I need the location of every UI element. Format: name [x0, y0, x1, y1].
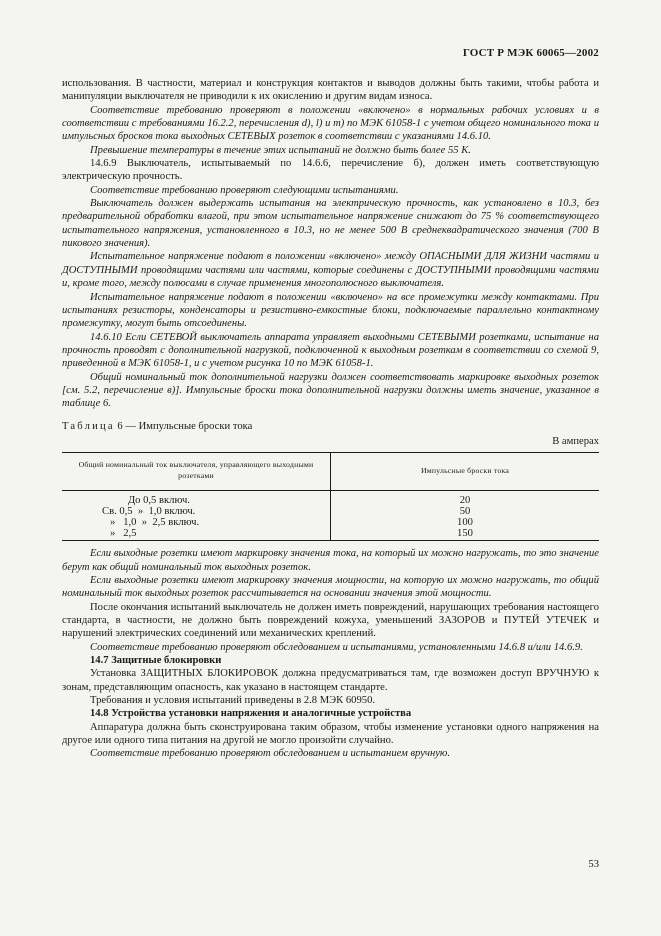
paragraph: После окончания испытаний выключатель не должен иметь повреждений, нарушающих требования настоящего стандарта, в частности, не должно быть повреждений кожуха, уменьшений ЗАЗОРОВ и ПУТЕЙ УТЕЧЕК и нарушений электрических соединений или механических креплений.: [62, 601, 599, 640]
paragraph: Общий номинальный ток дополнительной нагрузки должен соответствовать маркировке выходных розеток [см. 5.2, перечисление в)]. Импульсные броски тока дополнительной нагрузки должны иметь значение, указанное в таблице 6.: [62, 371, 599, 410]
paragraph: Выключатель должен выдержать испытания на электрическую прочность, как установлено в 10.3, без предварительной обработки влагой, при этом испытательное напряжение снижают до 75 % соответствующего испытательного напряжения, установленного в 10.3, но не менее 500 В среднеквадратического значения (700 В пикового значения).: [62, 198, 599, 250]
paragraph: Соответствие требованию проверяют в положении «включено» в нормальных рабочих условиях и в соответствии с требованиями 16.2.2, перечисления d), l) и m) по МЭК 61058-1 с учетом общего номинального тока и импульсных бросков тока выходных СЕТЕВЫХ розеток в соответствии с указаниями 14.6.10.: [62, 104, 599, 143]
column-header-surge: Импульсные броски тока: [331, 453, 600, 491]
table-header-row: [62, 453, 599, 491]
paragraph: Испытательное напряжение подают в положении «включено» на все промежутки между контактами. При испытаниях резисторы, конденсаторы и резистивно-емкостные блоки, подключаемые параллельно контактному промежутку, могут быть отсоединены.: [62, 291, 599, 330]
table-cell-surge: 100: [457, 517, 473, 529]
table-cell-surge: 20: [459, 495, 471, 507]
paragraph: Аппаратура должна быть сконструирована таким образом, чтобы изменение установки одного напряжения на другое или одного типа питания на другой не могло произойти случайно.: [62, 721, 599, 747]
paragraph: Превышение температуры в течение этих испытаний не должно быть более 55 К.: [90, 144, 471, 156]
paragraph: Если выходные розетки имеют маркировку значения тока, на который их можно нагружать, то это значение берут как общий номинальный ток выходных розеток.: [62, 548, 599, 573]
table-units: В амперах: [552, 435, 599, 447]
table-caption-title: 6 — Импульсные броски тока: [114, 420, 253, 432]
paragraph: Если выходные розетки имеют маркировку значения мощности, на которую их можно нагружать, то общий номинальный ток выходных розеток рассчитывается на основании значения этой мощности.: [62, 574, 599, 600]
page-number: 53: [588, 859, 599, 870]
table-cell-current: » 1,0 » 2,5 включ.: [62, 517, 331, 528]
paragraph: Соответствие требованию проверяют обследованием и испытаниями, установленными 14.6.8 и/или 14.6.9.: [90, 641, 583, 653]
table-row: [62, 517, 599, 528]
table-cell-current: » 2,5: [62, 528, 331, 541]
paragraph: Требования и условия испытаний приведены в 2.8 МЭК 60950.: [90, 695, 376, 707]
table-caption: [62, 420, 599, 433]
paragraph: 14.6.10 Если СЕТЕВОЙ выключатель аппарата управляет выходными СЕТЕВЫМИ розетками, испытание на прочность проводят с дополнительной нагрузкой, подключенной к выходным розеткам в соответствии со схемой 9, приведенной в МЭК 61058-1, и с учетом рисунка 10 по МЭК 61058-1.: [62, 331, 599, 370]
table-row: [62, 506, 599, 517]
paragraph: 14.6.9 Выключатель, испытываемый по 14.6.6, перечисление б), должен иметь соответствующую электрическую прочность.: [62, 158, 599, 183]
table-row: [62, 491, 599, 507]
section-heading: 14.7 Защитные блокировки: [90, 655, 222, 667]
paragraph: Установка ЗАЩИТНЫХ БЛОКИРОВОК должна предусматриваться там, где возможен доступ ВРУЧНУЮ к зонам, представляющим опасность, как указано в настоящем стандарте.: [62, 668, 599, 693]
paragraph: Испытательное напряжение подают в положении «включено» между ОПАСНЫМИ ДЛЯ ЖИЗНИ частями и ДОСТУПНЫМИ проводящими частями или частями, которые соединены с ДОСТУПНЫМИ проводящими частями и, кроме того, между полюсами в случае применения многополюсного выключателя.: [62, 251, 599, 290]
post-table-text: [62, 547, 599, 761]
paragraph: использования. В частности, материал и конструкция контактов и выводов должны быть такими, чтобы работа и манипуляции выключателя не приводили к их окислению и другим видам износа.: [62, 78, 599, 103]
column-header-rated-current: Общий номинальный ток выключателя, управляющего выходными розетками: [62, 453, 331, 491]
table-row: [62, 528, 599, 541]
table-cell-surge: 150: [331, 528, 600, 541]
table-cell-current: Св. 0,5 » 1,0 включ.: [62, 506, 331, 517]
table-caption-label: Таблица: [62, 420, 115, 432]
paragraph: Соответствие требованию проверяют обследованием и испытанием вручную.: [90, 748, 451, 760]
paragraph: Соответствие требованию проверяют следующими испытаниями.: [90, 184, 399, 196]
table-cell-current: До 0,5 включ.: [62, 491, 331, 507]
section-heading: 14.8 Устройства установки напряжения и аналогичные устройства: [90, 708, 412, 720]
table-cell-surge: 50: [459, 506, 471, 518]
page-header: ГОСТ Р МЭК 60065—2002: [462, 47, 599, 59]
surge-current-table: [62, 452, 599, 541]
page-content: [62, 77, 599, 761]
